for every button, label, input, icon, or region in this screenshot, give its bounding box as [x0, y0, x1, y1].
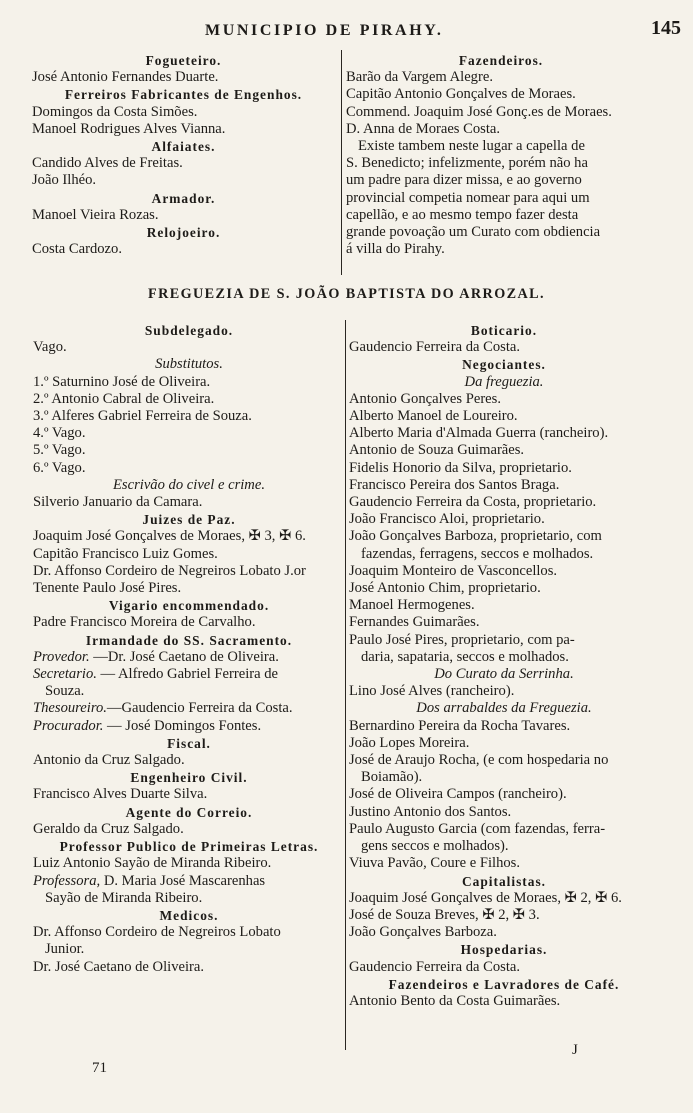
entry-line: daria, sapataria, seccos e molhados.	[361, 648, 569, 665]
section-heading: Alfaiates.	[151, 139, 216, 155]
subheading: Dos arrabaldes da Freguezia.	[416, 700, 592, 717]
section-heading: Negociantes.	[462, 357, 546, 373]
entry-line: Justino Antonio dos Santos.	[349, 803, 512, 820]
section-heading: Fiscal.	[167, 735, 211, 751]
entry-line: 1.º Saturnino José de Oliveira.	[33, 373, 211, 390]
entry-line: Fidelis Honorio da Silva, proprietario.	[349, 459, 572, 476]
entry-line: Gaudencio Ferreira da Costa.	[349, 958, 521, 975]
entry-line: Capitão Antonio Gonçalves de Moraes.	[346, 86, 576, 103]
section-title: FREGUEZIA DE S. JOÃO BAPTISTA DO ARROZAL.	[148, 286, 545, 302]
entry-line: João Ilhéo.	[32, 172, 97, 189]
entry-line: Alberto Maria d'Almada Guerra (rancheiro).	[349, 425, 609, 442]
entry-line: José de Araujo Rocha, (e com hospedaria no	[349, 752, 609, 769]
entry-line: Gaudencio Ferreira da Costa.	[349, 339, 521, 356]
page-title: MUNICIPIO DE PIRAHY.	[205, 22, 444, 39]
paragraph-line: grande povoação um Curato com obdiencia	[346, 224, 601, 241]
entry-line: João Gonçalves Barboza.	[349, 924, 497, 941]
section-heading: Fogueteiro.	[145, 53, 222, 68]
page-signature: 71	[92, 1060, 107, 1076]
section-heading: Vigario encommendado.	[108, 598, 270, 614]
entry-line: Joaquim José Gonçalves de Moraes, ✠ 3, ✠ 6.	[33, 528, 306, 545]
entry-line: José de Souza Breves, ✠ 2, ✠ 3.	[349, 906, 540, 923]
entry-line: João Gonçalves Barboza, proprietario, com	[349, 528, 602, 545]
role-name: — José Domingos Fontes.	[103, 717, 262, 734]
column-divider-top	[341, 50, 342, 275]
page-number: 145	[651, 17, 681, 39]
entry-line: João Francisco Aloi, proprietario.	[349, 511, 545, 528]
entry-line: 5.º Vago.	[33, 442, 86, 459]
role-label: Provedor.	[33, 648, 90, 665]
entry-line: Domingos da Costa Simões.	[32, 103, 198, 120]
entry-line: Luiz Antonio Sayão de Miranda Ribeiro.	[33, 855, 272, 872]
entry-line: 2.º Antonio Cabral de Oliveira.	[33, 390, 215, 407]
section-heading: Irmandade do SS. Sacramento.	[85, 632, 293, 648]
entry-line: Joaquim Monteiro de Vasconcellos.	[349, 562, 558, 579]
entry-line: Tenente Paulo José Pires.	[33, 580, 182, 597]
entry-line: Silverio Januario da Camara.	[33, 494, 203, 511]
entry-line: Manoel Hermogenes.	[349, 597, 475, 614]
entry-line: Antonio Bento da Costa Guimarães.	[349, 992, 561, 1009]
section-heading: Relojoeiro.	[146, 225, 221, 241]
role-entry	[33, 700, 345, 717]
paragraph-line: provincial competia nomear para aqui um	[346, 189, 590, 206]
role-entry	[33, 666, 345, 683]
section-heading: Armador.	[151, 190, 216, 206]
entry-line: Geraldo da Cruz Salgado.	[33, 820, 184, 837]
paragraph-line: capellão, e ao mesmo tempo fazer desta	[346, 206, 579, 223]
entry-line: Padre Francisco Moreira de Carvalho.	[33, 614, 256, 631]
entry-line: 3.º Alferes Gabriel Ferreira de Souza.	[33, 408, 252, 425]
role-label: Professora,	[33, 872, 101, 889]
entry-line: Joaquim José Gonçalves de Moraes, ✠ 2, ✠ 6.	[349, 889, 622, 906]
bottom-left-column	[33, 322, 345, 976]
entry-line: José de Oliveira Campos (rancheiro).	[349, 786, 567, 803]
section-heading: Professor Publico de Primeiras Letras.	[59, 839, 319, 855]
entry-line: Commend. Joaquim José Gonç.es de Moraes.	[346, 103, 612, 120]
role-label: Secretario.	[33, 666, 97, 683]
role-name: D. Maria José Mascarenhas	[100, 872, 266, 889]
entry-line: Francisco Pereira dos Santos Braga.	[349, 476, 560, 493]
section-heading: Fazendeiros.	[458, 53, 544, 68]
entry-line: Sayão de Miranda Ribeiro.	[45, 889, 203, 906]
column-divider-bottom	[345, 320, 346, 1050]
role-label: Procurador.	[33, 717, 104, 734]
entry-line: Dr. Affonso Cordeiro de Negreiros Lobato	[33, 924, 281, 941]
role-entry	[33, 649, 345, 666]
section-heading: Engenheiro Civil.	[130, 770, 248, 786]
page-header	[0, 17, 693, 46]
subheading: Do Curato da Serrinha.	[434, 666, 574, 683]
section-heading: Fazendeiros e Lavradores de Café.	[388, 976, 620, 992]
entry-line: Dr. Affonso Cordeiro de Negreiros Lobato J.or	[33, 562, 306, 579]
role-name: —Dr. José Caetano de Oliveira.	[89, 648, 279, 665]
entry-line: Vago.	[33, 339, 67, 356]
section-heading: Hospedarias.	[460, 942, 548, 958]
section-heading: Juizes de Paz.	[142, 512, 236, 528]
entry-line: José Antonio Chim, proprietario.	[349, 580, 541, 597]
entry-line: 4.º Vago.	[33, 425, 86, 442]
subheading: Substitutos.	[155, 356, 223, 373]
entry-line: Antonio Gonçalves Peres.	[349, 390, 501, 407]
section-heading: Medicos.	[159, 907, 219, 923]
section-heading: Ferreiros Fabricantes de Engenhos.	[64, 87, 303, 103]
entry-line: Viuva Pavão, Coure e Filhos.	[349, 855, 520, 872]
top-right-column	[346, 52, 656, 258]
section-heading: Subdelegado.	[144, 323, 234, 338]
section-heading: Capitalistas.	[461, 873, 547, 889]
role-entry	[33, 718, 345, 735]
role-name: —Gaudencio Ferreira da Costa.	[106, 700, 293, 717]
entry-line: Bernardino Pereira da Rocha Tavares.	[349, 717, 571, 734]
entry-line: Costa Cardozo.	[32, 241, 122, 258]
entry-line: Alberto Manoel de Loureiro.	[349, 408, 518, 425]
entry-line: fazendas, ferragens, seccos e molhados.	[361, 545, 594, 562]
entry-line: Junior.	[45, 941, 85, 958]
entry-line: Capitão Francisco Luiz Gomes.	[33, 545, 218, 562]
entry-line: á villa do Pirahy.	[346, 241, 445, 258]
subheading: Escrivão do civel e crime.	[113, 476, 265, 493]
entry-line: Manoel Vieira Rozas.	[32, 206, 159, 223]
section-heading: Boticario.	[470, 323, 538, 338]
paragraph-line: um padre para dizer missa, e ao governo	[346, 172, 582, 189]
section-heading: Agente do Correio.	[125, 804, 253, 820]
subheading: Da freguezia.	[464, 373, 544, 390]
entry-line: João Lopes Moreira.	[349, 734, 470, 751]
sheet-mark: J	[572, 1042, 578, 1058]
paragraph-line: Existe tambem neste lugar a capella de	[358, 138, 585, 155]
paragraph-line: S. Benedicto; infelizmente, porém não ha	[346, 155, 588, 172]
entry-line: Antonio da Cruz Salgado.	[33, 752, 185, 769]
entry-line: Barão da Vargem Alegre.	[346, 69, 493, 86]
entry-line: Paulo Augusto Garcia (com fazendas, ferra-	[349, 820, 606, 837]
entry-line: D. Anna de Moraes Costa.	[346, 120, 501, 137]
top-left-column	[32, 52, 335, 258]
entry-line: Gaudencio Ferreira da Costa, proprietario.	[349, 494, 597, 511]
entry-line: Lino José Alves (rancheiro).	[349, 683, 515, 700]
role-entry	[33, 873, 345, 890]
entry-line: Fernandes Guimarães.	[349, 614, 480, 631]
entry-line: Antonio de Souza Guimarães.	[349, 442, 525, 459]
entry-line: Dr. José Caetano de Oliveira.	[33, 958, 205, 975]
entry-line: Manoel Rodrigues Alves Vianna.	[32, 120, 226, 137]
entry-line: 6.º Vago.	[33, 459, 86, 476]
entry-line: Francisco Alves Duarte Silva.	[33, 786, 208, 803]
entry-line: Souza.	[45, 683, 85, 700]
entry-line: Candido Alves de Freitas.	[32, 155, 183, 172]
role-label: Thesoureiro.	[33, 700, 107, 717]
entry-line: José Antonio Fernandes Duarte.	[32, 69, 219, 86]
entry-line: Boiamão).	[361, 769, 423, 786]
entry-line: gens seccos e molhados).	[361, 838, 509, 855]
bottom-right-column	[349, 322, 659, 1010]
entry-line: Paulo José Pires, proprietario, com pa-	[349, 631, 575, 648]
role-name: — Alfredo Gabriel Ferreira de	[96, 666, 279, 683]
